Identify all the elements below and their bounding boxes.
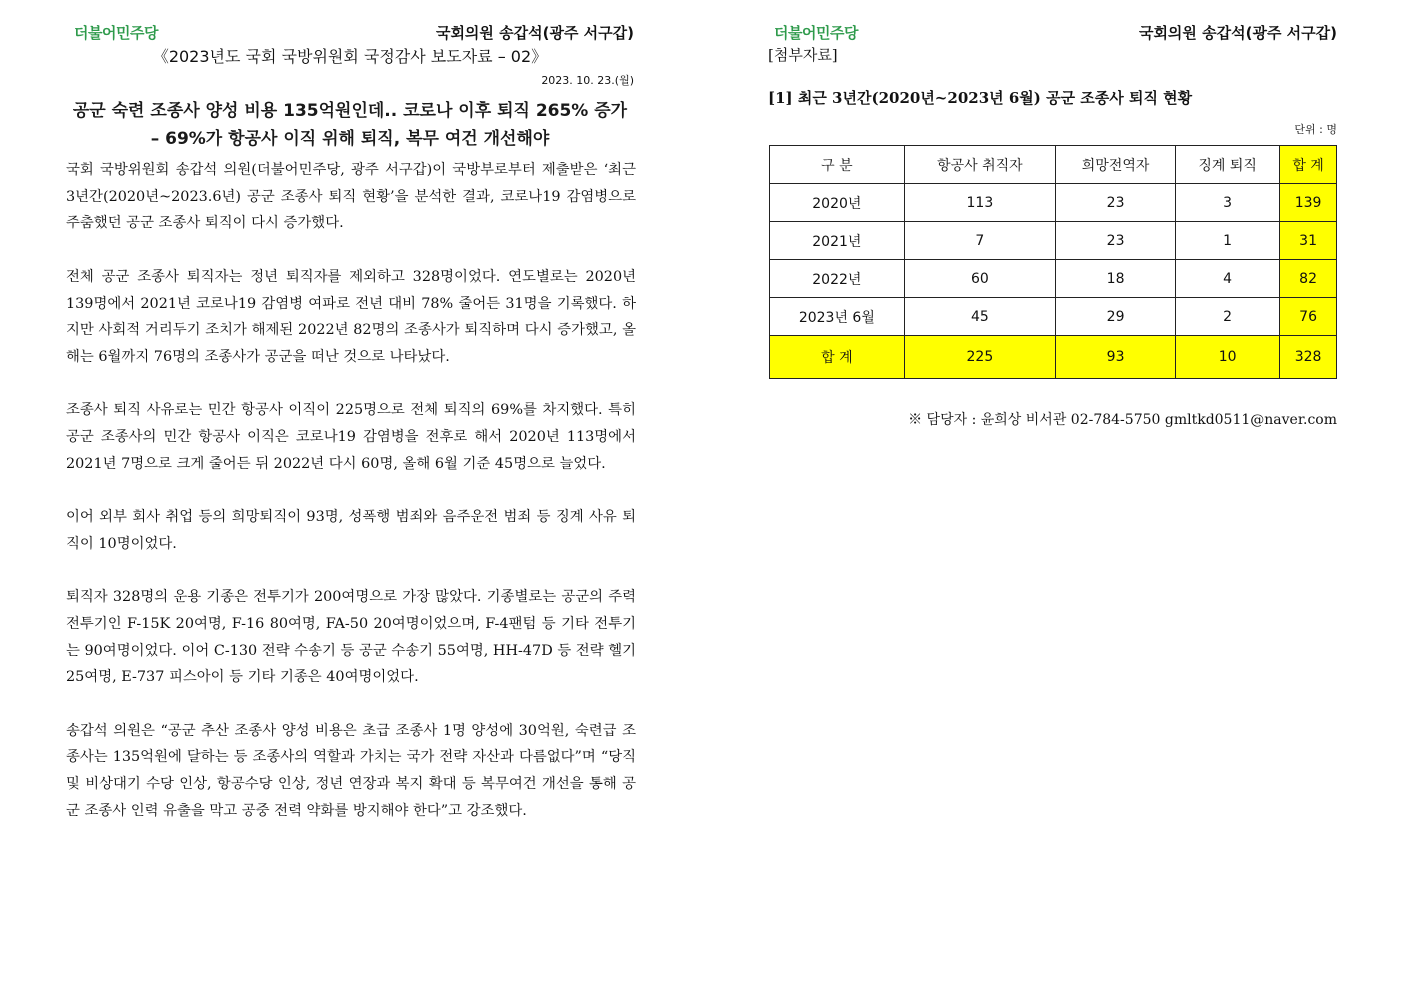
table-total-cell: 328 xyxy=(1280,336,1337,379)
attachment-page xyxy=(700,0,1403,992)
table-row xyxy=(770,260,1337,298)
table-cell: 2 xyxy=(1176,298,1280,336)
party-logo: 더불어민주당 xyxy=(74,24,158,42)
table-cell: 82 xyxy=(1280,260,1337,298)
table-cell: 31 xyxy=(1280,222,1337,260)
table-cell: 60 xyxy=(904,260,1055,298)
table-total-row xyxy=(770,336,1337,379)
section-title: [1] 최근 3년간(2020년~2023년 6월) 공군 조종사 퇴직 현황 xyxy=(768,89,1193,107)
table-cell: 3 xyxy=(1176,184,1280,222)
table-header-row xyxy=(770,146,1337,184)
table-cell: 4 xyxy=(1176,260,1280,298)
paragraph: 국회 국방위원회 송갑석 의원(더불어민주당, 광주 서구갑)이 국방부로부터 제출받은 ‘최근 3년간(2020년~2023.6년) 공군 조종사 퇴직 현황’을 분석한 결과, 코로나19 감염병으로 주춤했던 공군 조종사 퇴직이 다시 증가했다. xyxy=(66,162,636,232)
table-total-cell: 10 xyxy=(1176,336,1280,379)
table-header-cell: 항공사 취직자 xyxy=(904,146,1055,184)
press-release-title: 《2023년도 국회 국방위원회 국정감사 보도자료 – 02》 xyxy=(152,47,548,66)
table-row xyxy=(770,184,1337,222)
table-cell: 7 xyxy=(904,222,1055,260)
table-cell: 2023년 6월 xyxy=(770,298,905,336)
subheadline: – 69%가 항공사 이직 위해 퇴직, 복무 여건 개선해야 xyxy=(150,129,550,149)
table-header-cell: 합 계 xyxy=(1280,146,1337,184)
table-cell: 76 xyxy=(1280,298,1337,336)
table-cell: 2022년 xyxy=(770,260,905,298)
table-cell: 139 xyxy=(1280,184,1337,222)
member-name: 국회의원 송갑석(광주 서구갑) xyxy=(435,24,634,42)
table-cell: 2021년 xyxy=(770,222,905,260)
retirement-stats-table xyxy=(769,145,1337,379)
table-cell: 2020년 xyxy=(770,184,905,222)
table-cell: 23 xyxy=(1056,222,1176,260)
paragraph: 퇴직자 328명의 운용 기종은 전투기가 200여명으로 가장 많았다. 기종별로는 공군의 주력 전투기인 F-15K 20여명, F-16 80여명, FA-50 20여명이었으며, F-4팬텀 등 기타 전투기는 90여명이었다. 이어 C-130 전략 수송기 등 공군 수송기 55여명, HH-47D 등 전략 헬기 25여명, E-737 피스아이 등 기타 기종은 40여명이었다. xyxy=(66,589,636,686)
table-total-cell: 93 xyxy=(1056,336,1176,379)
paragraph: 이어 외부 회사 취업 등의 희망퇴직이 93명, 성폭행 범죄와 음주운전 범죄 등 징계 사유 퇴직이 10명이었다. xyxy=(66,509,636,552)
paragraph: 전체 공군 조종사 퇴직자는 정년 퇴직자를 제외하고 328명이었다. 연도별로는 2020년 139명에서 2021년 코로나19 감염병 여파로 전년 대비 78% 줄어든 31명을 기록했다. 하지만 사회적 거리두기 조치가 해제된 2022년 82명의 조종사가 퇴직하며 다시 증가했고, 올해는 6월까지 76명의 조종사가 공군을 떠난 것으로 나타났다. xyxy=(66,268,636,365)
party-logo: 더불어민주당 xyxy=(774,24,858,42)
table-cell: 1 xyxy=(1176,222,1280,260)
headline: 공군 숙련 조종사 양성 비용 135억원인데.. 코로나 이후 퇴직 265% 증가 xyxy=(72,101,628,121)
paragraph: 송갑석 의원은 “공군 추산 조종사 양성 비용은 초급 조종사 1명 양성에 30억원, 숙련급 조종사는 135억원에 달하는 등 조종사의 역할과 가치는 국가 전략 자산과 다름없다”며 “당직 및 비상대기 수당 인상, 항공수당 인상, 정년 연장과 복지 확대 등 복무여건 개선을 통해 공군 조종사 인력 유출을 막고 공중 전력 약화를 방지해야 한다”고 강조했다. xyxy=(66,722,636,819)
member-name: 국회의원 송갑석(광주 서구갑) xyxy=(1138,24,1337,42)
table-cell: 29 xyxy=(1056,298,1176,336)
table-cell: 45 xyxy=(904,298,1055,336)
table-header-cell: 구 분 xyxy=(770,146,905,184)
press-release-page xyxy=(0,0,700,992)
table-header-cell: 희망전역자 xyxy=(1056,146,1176,184)
table-total-cell: 225 xyxy=(904,336,1055,379)
table-header-cell: 징계 퇴직 xyxy=(1176,146,1280,184)
unit-label: 단위 : 명 xyxy=(1294,123,1337,136)
press-release-date: 2023. 10. 23.(월) xyxy=(541,74,634,87)
table-row xyxy=(770,222,1337,260)
table-cell: 18 xyxy=(1056,260,1176,298)
table-row xyxy=(770,298,1337,336)
article-body xyxy=(66,157,636,851)
contact-info: ※ 담당자 : 윤희상 비서관 02-784-5750 gmltkd0511@naver.com xyxy=(908,412,1337,428)
table-total-cell: 합 계 xyxy=(770,336,905,379)
attachment-label: [첨부자료] xyxy=(768,46,838,64)
paragraph: 조종사 퇴직 사유로는 민간 항공사 이직이 225명으로 전체 퇴직의 69%를 차지했다. 특히 공군 조종사의 민간 항공사 이직은 코로나19 감염병을 전후로 해서 2020년 113명에서 2021년 7명으로 크게 줄어든 뒤 2022년 다시 60명, 올해 6월 기준 45명으로 늘었다. xyxy=(66,402,636,472)
table-cell: 113 xyxy=(904,184,1055,222)
table-cell: 23 xyxy=(1056,184,1176,222)
